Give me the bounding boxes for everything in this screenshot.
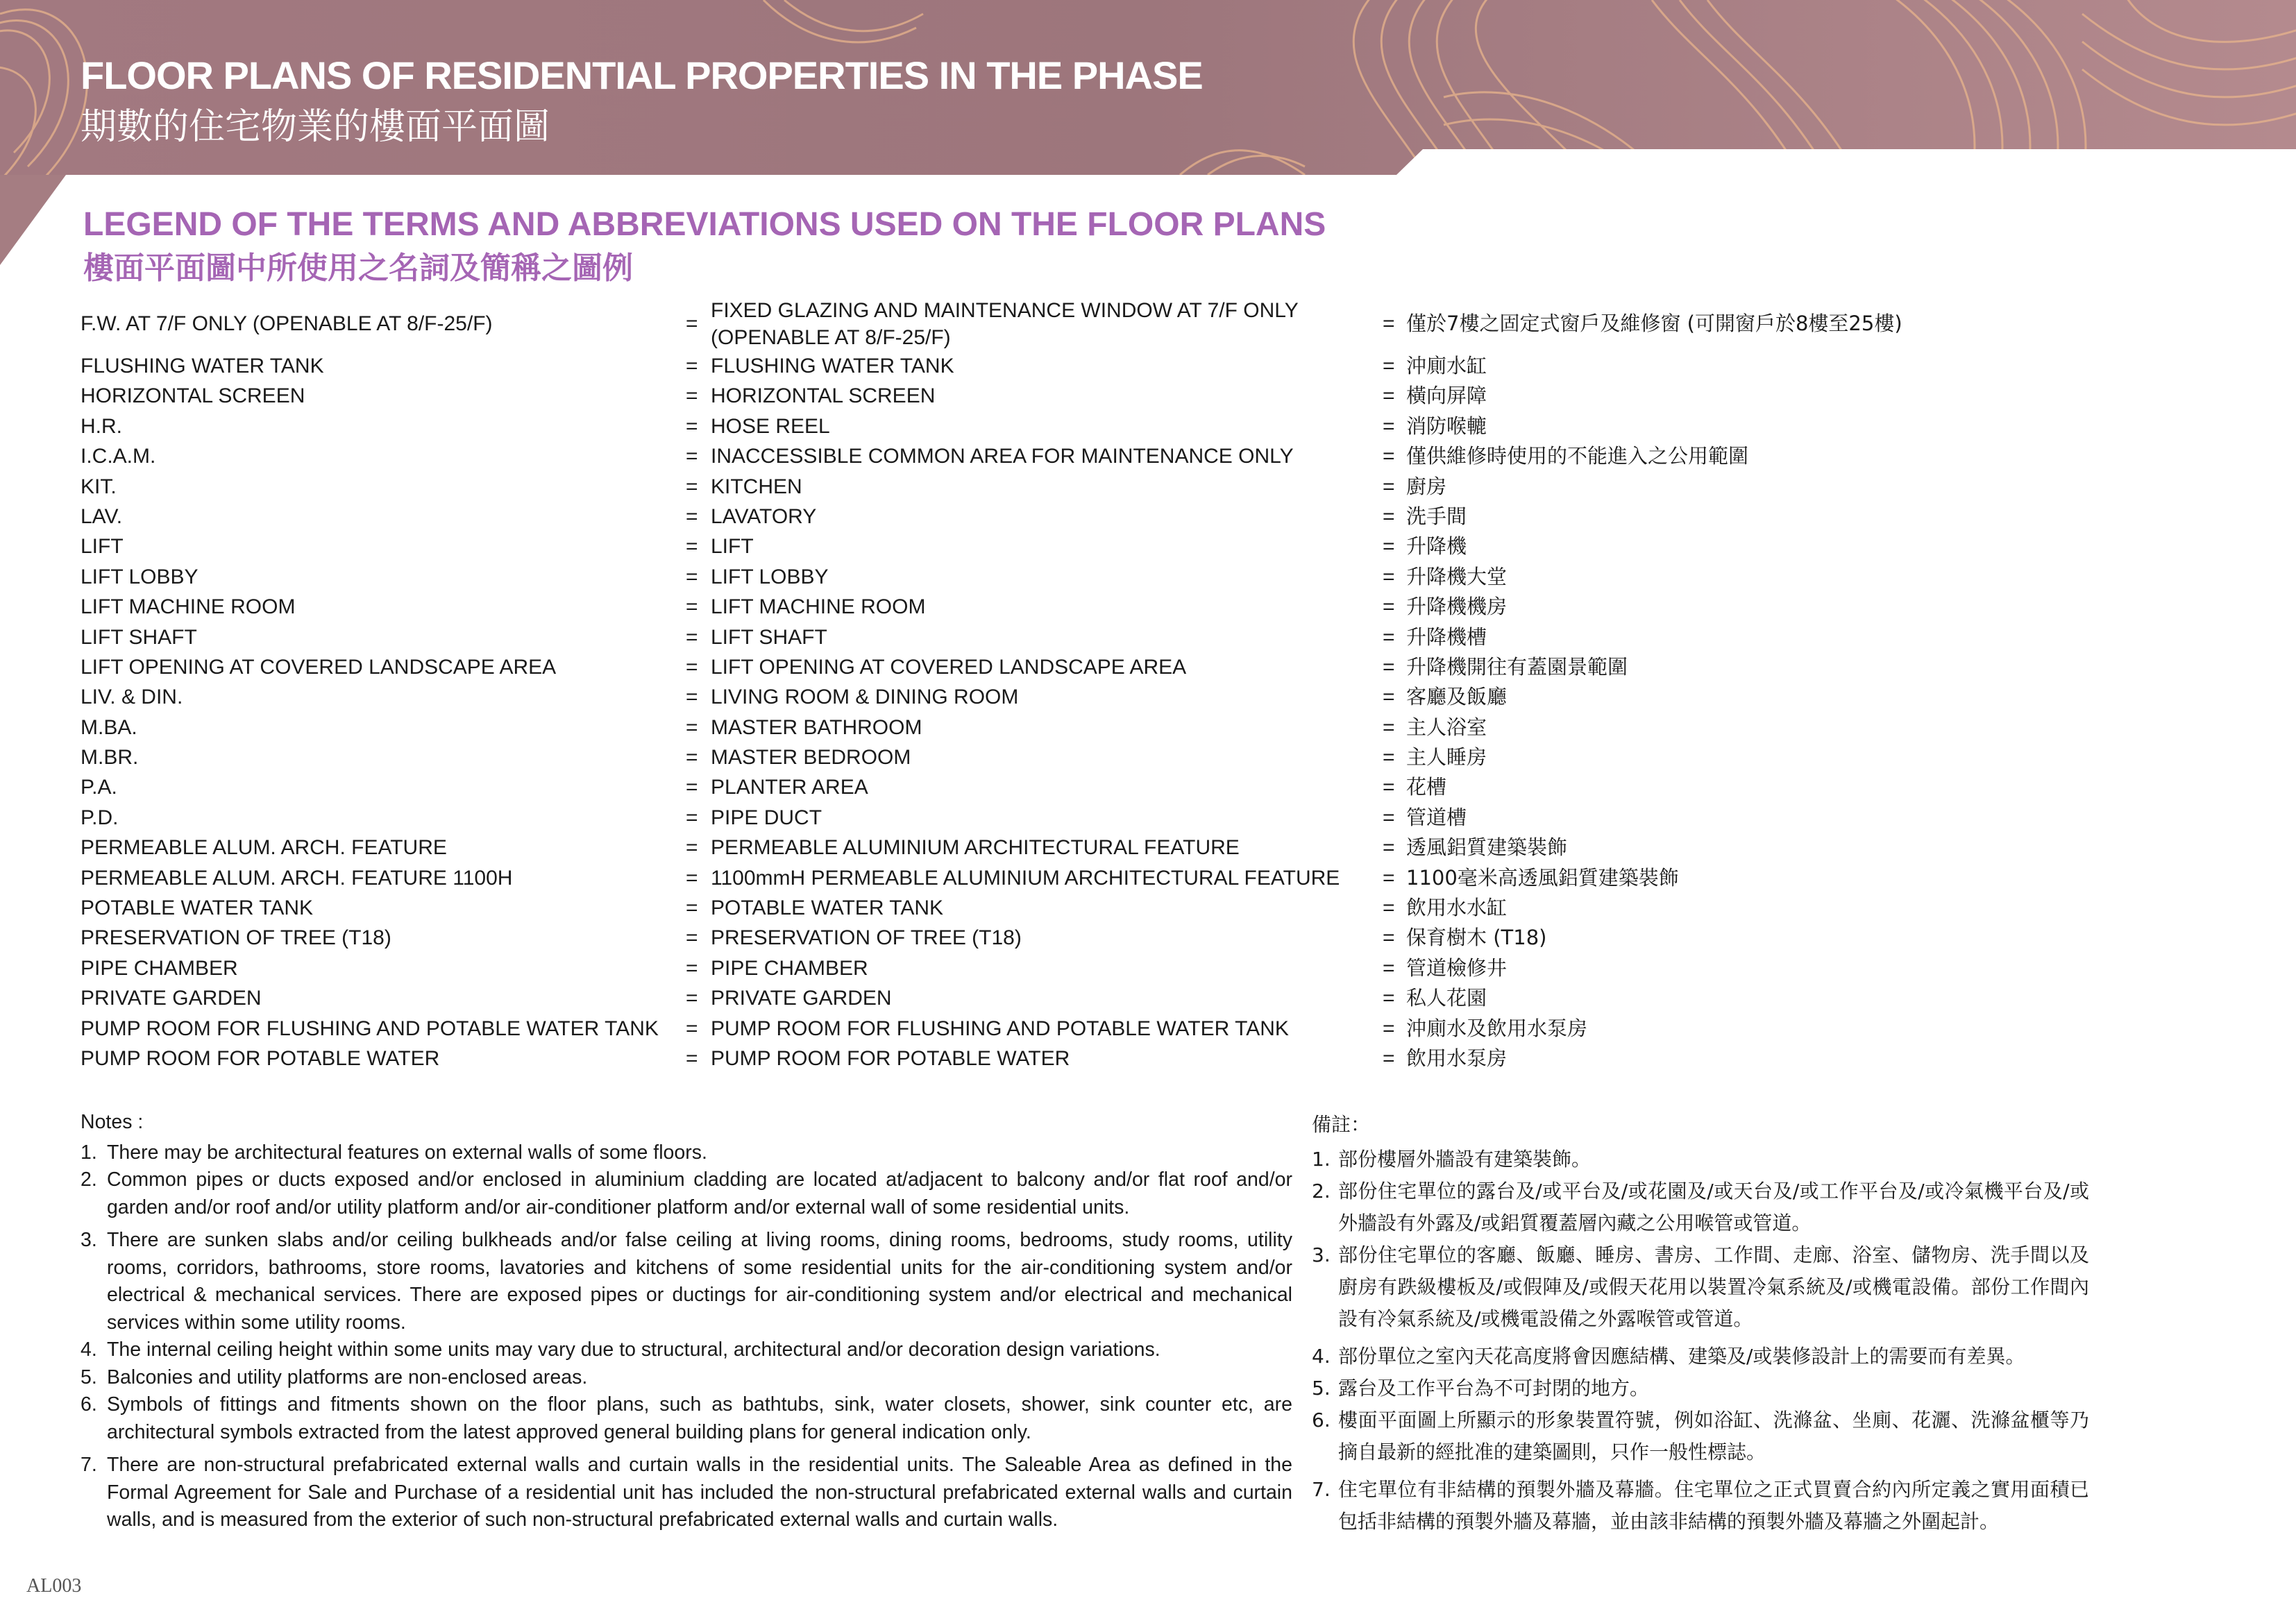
legend-term-en: LIVING ROOM & DINING ROOM — [711, 686, 1019, 709]
note-item — [81, 1391, 1292, 1446]
equals-sign: = — [686, 897, 698, 920]
equals-sign: = — [686, 535, 698, 559]
equals-sign: = — [686, 625, 698, 649]
note-item — [1312, 1373, 2089, 1404]
legend-abbreviation: M.BA. — [81, 715, 137, 739]
legend-term-en: PRIVATE GARDEN — [711, 987, 892, 1010]
equals-sign: = — [1383, 414, 1395, 438]
equals-sign: = — [686, 355, 698, 377]
equals-sign: = — [686, 445, 698, 468]
equals-sign: = — [686, 806, 698, 829]
notes-list-en — [81, 1139, 1292, 1534]
legend-abbreviation: PERMEABLE ALUM. ARCH. FEATURE 1100H — [81, 866, 513, 890]
legend-row — [81, 562, 2204, 592]
legend-abbreviation: LIFT MACHINE ROOM — [81, 595, 296, 619]
legend-term-zh: 保育樹木 (T18) — [1406, 926, 1547, 950]
note-number: 7. — [81, 1454, 97, 1476]
note-text: 部份單位之室內天花高度將會因應結構、建築及/或裝修設計上的需要而有差異。 — [1338, 1345, 2025, 1368]
equals-sign: = — [1383, 746, 1395, 770]
legend-abbreviation: LIFT OPENING AT COVERED LANDSCAPE AREA — [81, 655, 557, 679]
legend-abbreviation: LIV. & DIN. — [81, 686, 183, 709]
legend-term-en: LIFT MACHINE ROOM — [711, 595, 926, 619]
legend-term-zh: 洗手間 — [1406, 504, 1467, 528]
legend-abbreviation: HORIZONTAL SCREEN — [81, 384, 305, 408]
note-item — [1312, 1404, 2089, 1468]
legend-row — [81, 381, 2204, 411]
note-number: 4. — [1312, 1345, 1331, 1368]
equals-sign: = — [1383, 655, 1395, 679]
note-number: 1. — [1312, 1148, 1331, 1171]
note-item — [81, 1139, 1292, 1167]
legend-row — [81, 441, 2204, 471]
legend-term-zh: 消防喉轆 — [1406, 414, 1487, 438]
equals-sign: = — [686, 595, 698, 619]
page-title-en: FLOOR PLANS OF RESIDENTIAL PROPERTIES IN THE PHASE — [81, 53, 1203, 97]
equals-sign: = — [1383, 504, 1395, 528]
legend-abbreviation: M.BR. — [81, 746, 139, 770]
note-text: 樓面平面圖上所顯示的形象裝置符號，例如浴缸、洗滌盆、坐廁、花灑、洗滌盆櫃等乃摘自最新的經批准的建築圖則，只作一般性標誌。 — [1338, 1409, 2089, 1463]
notes-chinese — [1312, 1109, 2089, 1538]
legend-term-en: PRESERVATION OF TREE (T18) — [711, 926, 1022, 950]
note-item — [81, 1166, 1292, 1221]
legend-term-zh: 升降機大堂 — [1406, 564, 1508, 588]
note-text: Balconies and utility platforms are non-enclosed areas. — [107, 1366, 588, 1388]
legend-term-zh: 升降機開往有蓋園景範圍 — [1406, 654, 1628, 679]
note-number: 6. — [81, 1393, 97, 1416]
legend-term-zh: 花槽 — [1406, 775, 1447, 799]
legend-term-en: LIFT SHAFT — [711, 625, 827, 649]
legend-row — [81, 472, 2204, 502]
note-text: 部份住宅單位的露台及/或平台及/或花園及/或天台及/或工作平台及/或冷氣機平台及/或外牆設有外露及/或鋁質覆蓋層內藏之公用喉管或管道。 — [1338, 1180, 2089, 1234]
equals-sign: = — [686, 565, 698, 588]
equals-sign: = — [1383, 926, 1395, 950]
legend-row — [81, 863, 2204, 893]
legend-term-en: LIFT — [711, 535, 754, 559]
equals-sign: = — [1383, 897, 1395, 920]
legend-term-zh: 廚房 — [1406, 474, 1447, 498]
note-text: There are sunken slabs and/or ceiling bulkheads and/or false ceiling at living rooms, dining rooms, bedrooms, study rooms, utility rooms, corridors, bathrooms, store rooms, lavatories and kitchens of some residential units for the air-conditioning system and/or electrical & mechanical services. There are exposed pipes or ductings for air-conditioning system and/or electrical and mechanical services within some utility rooms. — [107, 1229, 1292, 1334]
note-number: 5. — [81, 1366, 97, 1388]
page-code: AL003 — [26, 1575, 82, 1597]
equals-sign: = — [1383, 866, 1395, 890]
legend-row — [81, 652, 2204, 682]
equals-sign: = — [1383, 595, 1395, 619]
legend-row — [81, 833, 2204, 863]
equals-sign: = — [1383, 475, 1395, 498]
legend-term-zh: 飲用水泵房 — [1406, 1046, 1508, 1070]
page-title-zh: 期數的住宅物業的樓面平面圖 — [81, 106, 550, 148]
equals-sign: = — [1383, 1017, 1395, 1040]
note-text: 露台及工作平台為不可封閉的地方。 — [1338, 1377, 1650, 1400]
legend-heading-en: LEGEND OF THE TERMS AND ABBREVIATIONS USED ON THE FLOOR PLANS — [83, 206, 1326, 243]
notes-english — [81, 1109, 1292, 1534]
note-number: 2. — [81, 1169, 97, 1191]
equals-sign: = — [686, 384, 698, 408]
legend-term-en: MASTER BATHROOM — [711, 715, 922, 739]
legend-term-en: 1100mmH PERMEABLE ALUMINIUM ARCHITECTURAL FEATURE — [711, 866, 1340, 890]
equals-sign: = — [686, 987, 698, 1010]
equals-sign: = — [1383, 312, 1395, 335]
legend-abbreviation: P.D. — [81, 806, 119, 829]
legend-term-en: LIFT LOBBY — [711, 565, 829, 588]
legend-term-zh: 飲用水水缸 — [1406, 896, 1508, 920]
equals-sign: = — [686, 956, 698, 980]
legend-row — [81, 742, 2204, 772]
equals-sign: = — [686, 836, 698, 860]
note-item — [1312, 1341, 2089, 1373]
header-banner — [0, 0, 2296, 175]
equals-sign: = — [1383, 565, 1395, 588]
equals-sign: = — [1383, 535, 1395, 559]
legend-row — [81, 297, 2204, 351]
equals-sign: = — [686, 1017, 698, 1040]
note-item — [1312, 1239, 2089, 1335]
legend-term-zh: 主人浴室 — [1406, 715, 1487, 739]
note-item — [1312, 1175, 2089, 1239]
equals-sign: = — [1383, 715, 1395, 739]
legend-term-zh: 主人睡房 — [1406, 745, 1487, 770]
legend-abbreviation: PRESERVATION OF TREE (T18) — [81, 926, 391, 950]
legend-row — [81, 803, 2204, 833]
legend-abbreviation: F.W. AT 7/F ONLY (OPENABLE AT 8/F-25/F) — [81, 312, 493, 335]
legend-term-zh: 私人花園 — [1406, 986, 1487, 1010]
legend-row — [81, 772, 2204, 802]
equals-sign: = — [1383, 355, 1395, 377]
legend-row — [81, 1044, 2204, 1073]
legend-term-zh: 管道槽 — [1406, 805, 1467, 829]
legend-term-zh: 橫向屏障 — [1406, 384, 1487, 408]
legend-abbreviation: PERMEABLE ALUM. ARCH. FEATURE — [81, 836, 447, 860]
legend-term-zh: 1100毫米高透風鋁質建築裝飾 — [1406, 865, 1679, 890]
equals-sign: = — [686, 504, 698, 528]
equals-sign: = — [1383, 956, 1395, 980]
equals-sign: = — [1383, 987, 1395, 1010]
legend-row — [81, 592, 2204, 622]
notes-title-en: Notes : — [81, 1111, 144, 1133]
legend-row — [81, 893, 2204, 923]
equals-sign: = — [1383, 806, 1395, 829]
legend-heading-zh: 樓面平面圖中所使用之名詞及簡稱之圖例 — [83, 250, 633, 286]
equals-sign: = — [1383, 776, 1395, 799]
equals-sign: = — [686, 312, 698, 335]
note-number: 6. — [1312, 1409, 1331, 1431]
legend-row — [81, 502, 2204, 532]
legend-row — [81, 923, 2204, 953]
legend-term-en: HORIZONTAL SCREEN — [711, 384, 936, 408]
note-item — [81, 1336, 1292, 1364]
legend-abbreviation: H.R. — [81, 414, 122, 438]
side-accent-shape — [0, 175, 83, 272]
legend-term-en: PIPE CHAMBER — [711, 956, 868, 980]
legend-row — [81, 411, 2204, 441]
equals-sign: = — [686, 1046, 698, 1070]
equals-sign: = — [1383, 1046, 1395, 1070]
legend-abbreviation: PUMP ROOM FOR FLUSHING AND POTABLE WATER TANK — [81, 1017, 659, 1040]
note-number: 5. — [1312, 1377, 1331, 1400]
equals-sign: = — [1383, 686, 1395, 709]
equals-sign: = — [686, 475, 698, 498]
equals-sign: = — [686, 715, 698, 739]
note-item — [1312, 1144, 2089, 1175]
legend-term-zh: 沖廁水缸 — [1406, 354, 1487, 377]
legend-term-en: HOSE REEL — [711, 414, 830, 438]
legend-row — [81, 713, 2204, 742]
legend-term-zh: 升降機機房 — [1406, 595, 1508, 619]
legend-term-en: PERMEABLE ALUMINIUM ARCHITECTURAL FEATURE — [711, 836, 1240, 860]
legend-abbreviation: PUMP ROOM FOR POTABLE WATER — [81, 1046, 440, 1070]
note-number: 1. — [81, 1141, 97, 1164]
note-item — [1312, 1474, 2089, 1538]
note-item — [81, 1227, 1292, 1336]
legend-term-en: FIXED GLAZING AND MAINTENANCE WINDOW AT 7/F ONLY (OPENABLE AT 8/F-25/F) — [711, 299, 1299, 349]
legend-term-en: LIFT OPENING AT COVERED LANDSCAPE AREA — [711, 655, 1187, 679]
legend-abbreviation: LAV. — [81, 504, 123, 528]
note-number: 4. — [81, 1339, 97, 1361]
legend-term-zh: 僅於7樓之固定式窗戶及維修窗 (可開窗戶於8樓至25樓) — [1406, 312, 1902, 335]
note-number: 7. — [1312, 1478, 1331, 1501]
note-text: Common pipes or ducts exposed and/or enclosed in aluminium cladding are located at/adjacent to balcony and/or flat roof and/or garden and/or roof and/or utility platform and/or air-conditioner platform and/or external wall of some residential units. — [107, 1169, 1292, 1218]
legend-term-zh: 升降機 — [1406, 534, 1467, 559]
legend-table — [81, 297, 2204, 1073]
equals-sign: = — [686, 866, 698, 890]
legend-abbreviation: PRIVATE GARDEN — [81, 987, 262, 1010]
legend-row — [81, 351, 2204, 381]
note-number: 2. — [1312, 1180, 1331, 1203]
equals-sign: = — [686, 655, 698, 679]
legend-term-en: PLANTER AREA — [711, 776, 868, 799]
legend-abbreviation: PIPE CHAMBER — [81, 956, 238, 980]
equals-sign: = — [686, 686, 698, 709]
note-item — [81, 1364, 1292, 1392]
legend-abbreviation: P.A. — [81, 776, 117, 799]
legend-term-zh: 升降機槽 — [1406, 624, 1487, 649]
equals-sign: = — [686, 414, 698, 438]
notes-title-zh: 備註： — [1312, 1113, 1371, 1136]
equals-sign: = — [686, 926, 698, 950]
legend-row — [81, 622, 2204, 652]
equals-sign: = — [1383, 836, 1395, 860]
note-text: The internal ceiling height within some units may vary due to structural, architectural and/or decoration design variations. — [107, 1339, 1160, 1361]
legend-term-en: LAVATORY — [711, 504, 817, 528]
note-text: 住宅單位有非結構的預製外牆及幕牆。住宅單位之正式買賣合約內所定義之實用面積已包括非結構的預製外牆及幕牆，並由該非結構的預製外牆及幕牆之外圍起計。 — [1338, 1478, 2089, 1533]
note-text: 部份樓層外牆設有建築裝飾。 — [1338, 1148, 1592, 1171]
note-number: 3. — [81, 1229, 97, 1251]
note-text: Symbols of fittings and fitments shown on the floor plans, such as bathtubs, sink, water closets, shower, sink counter etc, are architectural symbols extracted from the latest approved general building plans for general indication only. — [107, 1393, 1292, 1443]
legend-term-en: INACCESSIBLE COMMON AREA FOR MAINTENANCE ONLY — [711, 445, 1294, 468]
legend-term-en: PIPE DUCT — [711, 806, 822, 829]
legend-abbreviation: KIT. — [81, 475, 117, 498]
note-item — [81, 1452, 1292, 1534]
legend-abbreviation: FLUSHING WATER TANK — [81, 355, 324, 377]
legend-abbreviation: LIFT — [81, 535, 124, 559]
equals-sign: = — [1383, 625, 1395, 649]
legend-term-zh: 僅供維修時使用的不能進入之公用範圍 — [1406, 444, 1749, 468]
legend-row — [81, 532, 2204, 561]
legend-term-en: PUMP ROOM FOR FLUSHING AND POTABLE WATER TANK — [711, 1017, 1289, 1040]
notes-list-zh — [1312, 1144, 2089, 1538]
legend-term-zh: 沖廁水及飲用水泵房 — [1406, 1016, 1588, 1040]
legend-row — [81, 983, 2204, 1013]
legend-term-en: FLUSHING WATER TANK — [711, 355, 954, 377]
equals-sign: = — [686, 776, 698, 799]
legend-term-zh: 管道檢修井 — [1406, 955, 1508, 980]
legend-term-en: KITCHEN — [711, 475, 802, 498]
note-text: 部份住宅單位的客廳、飯廳、睡房、書房、工作間、走廊、浴室、儲物房、洗手間以及廚房有跌級樓板及/或假陣及/或假天花用以裝置冷氣系統及/或機電設備。部份工作間內設有冷氣系統及/或機電設備之外露喉管或管道。 — [1338, 1243, 2089, 1330]
legend-row — [81, 953, 2204, 983]
note-text: There may be architectural features on external walls of some floors. — [107, 1141, 707, 1164]
legend-term-zh: 客廳及飯廳 — [1406, 685, 1508, 709]
legend-abbreviation: POTABLE WATER TANK — [81, 897, 314, 920]
legend-term-zh: 透風鋁質建築裝飾 — [1406, 835, 1568, 860]
equals-sign: = — [1383, 445, 1395, 468]
note-text: There are non-structural prefabricated external walls and curtain walls in the residential units. The Saleable Area as defined in the Formal Agreement for Sale and Purchase of a residential unit has included the non-structural prefabricated external walls and curtain walls, and is measured from the exterior of such non-structural prefabricated external walls and curtain walls. — [107, 1454, 1292, 1531]
legend-row — [81, 1014, 2204, 1044]
legend-abbreviation: LIFT LOBBY — [81, 565, 199, 588]
legend-abbreviation: LIFT SHAFT — [81, 625, 197, 649]
legend-row — [81, 682, 2204, 712]
legend-term-en: POTABLE WATER TANK — [711, 897, 944, 920]
equals-sign: = — [1383, 384, 1395, 408]
legend-term-en: PUMP ROOM FOR POTABLE WATER — [711, 1046, 1070, 1070]
legend-abbreviation: I.C.A.M. — [81, 445, 156, 468]
legend-term-en: MASTER BEDROOM — [711, 746, 911, 770]
equals-sign: = — [686, 746, 698, 770]
note-number: 3. — [1312, 1243, 1331, 1266]
